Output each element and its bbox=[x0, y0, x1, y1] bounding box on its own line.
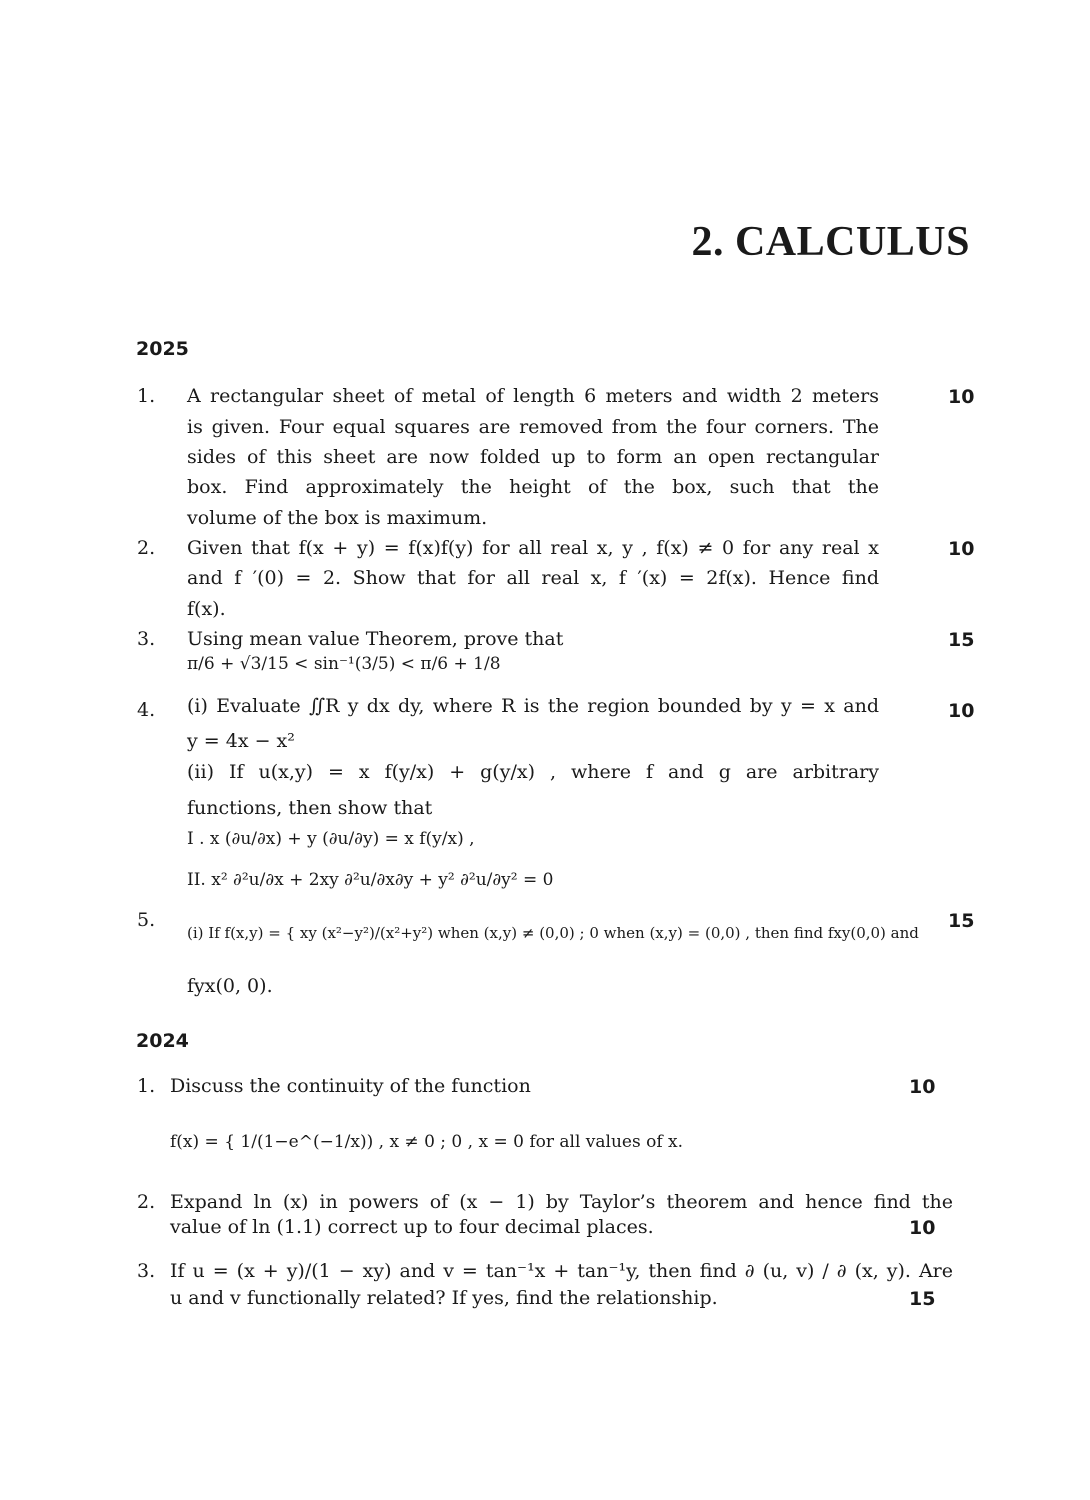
year-heading-2024: 2024 bbox=[136, 1030, 189, 1052]
question-marks: 10 bbox=[909, 1217, 936, 1239]
question-text-line: (ii) If u(x,y) = x f(y/x) + g(y/x) , where f and g are arbitrary bbox=[187, 761, 879, 783]
question-text-line: f(x). bbox=[187, 598, 226, 620]
formula: I . x (∂u/∂x) + y (∂u/∂y) = x f(y/x) , bbox=[187, 829, 475, 849]
formula: f(x) = { 1/(1−e^(−1/x)) , x ≠ 0 ; 0 , x = 0 for all values of x. bbox=[170, 1132, 684, 1152]
question-marks: 15 bbox=[948, 910, 975, 932]
question-text-line: Expand ln (x) in powers of (x − 1) by Taylor’s theorem and hence find the bbox=[170, 1191, 953, 1213]
question-text-line: volume of the box is maximum. bbox=[187, 507, 488, 529]
question-text-line: functions, then show that bbox=[187, 797, 433, 819]
chapter-title: 2. CALCULUS bbox=[691, 219, 970, 265]
question-number: 3. bbox=[137, 1260, 156, 1282]
question-text-line: Using mean value Theorem, prove that bbox=[187, 628, 564, 650]
year-heading-2025: 2025 bbox=[136, 338, 189, 360]
question-text-line: (i) Evaluate ∬R y dx dy, where R is the region bounded by y = x and bbox=[187, 695, 879, 717]
question-text-line: sides of this sheet are now folded up to form an open rectangular bbox=[187, 446, 879, 468]
question-text-line: u and v functionally related? If yes, find the relationship. bbox=[170, 1287, 718, 1309]
question-marks: 10 bbox=[948, 700, 975, 722]
question-text-line: A rectangular sheet of metal of length 6 meters and width 2 meters bbox=[187, 385, 879, 407]
question-number: 5. bbox=[137, 909, 156, 931]
question-text-line: and f ′(0) = 2. Show that for all real x, f ′(x) = 2f(x). Hence find bbox=[187, 567, 879, 589]
question-text-line: is given. Four equal squares are removed from the four corners. The bbox=[187, 416, 879, 438]
question-text-line: y = 4x − x² bbox=[187, 730, 295, 752]
question-marks: 10 bbox=[909, 1076, 936, 1098]
question-text-line: box. Find approximately the height of the box, such that the bbox=[187, 476, 879, 498]
question-number: 2. bbox=[137, 537, 156, 559]
question-text-line: Discuss the continuity of the function bbox=[170, 1075, 531, 1097]
question-marks: 15 bbox=[909, 1288, 936, 1310]
question-number: 1. bbox=[137, 385, 156, 407]
question-text-line: fyx(0, 0). bbox=[187, 975, 273, 997]
question-text-line: If u = (x + y)/(1 − xy) and v = tan⁻¹x + tan⁻¹y, then find ∂ (u, v) / ∂ (x, y). Are bbox=[170, 1260, 953, 1282]
question-number: 2. bbox=[137, 1191, 156, 1213]
question-number: 1. bbox=[137, 1075, 156, 1097]
question-number: 4. bbox=[137, 699, 156, 721]
question-text-line: (i) If f(x,y) = { xy (x²−y²)/(x²+y²) when (x,y) ≠ (0,0) ; 0 when (x,y) = (0,0) , then find fxy(0,0) and bbox=[187, 924, 919, 942]
question-marks: 15 bbox=[948, 629, 975, 651]
question-marks: 10 bbox=[948, 538, 975, 560]
question-text-line: Given that f(x + y) = f(x)f(y) for all real x, y , f(x) ≠ 0 for any real x bbox=[187, 537, 879, 559]
question-number: 3. bbox=[137, 628, 156, 650]
formula: π/6 + √3/15 < sin⁻¹(3/5) < π/6 + 1/8 bbox=[187, 654, 501, 674]
question-marks: 10 bbox=[948, 386, 975, 408]
formula: II. x² ∂²u/∂x + 2xy ∂²u/∂x∂y + y² ∂²u/∂y² = 0 bbox=[187, 870, 554, 890]
question-text-line: value of ln (1.1) correct up to four decimal places. bbox=[170, 1216, 654, 1238]
